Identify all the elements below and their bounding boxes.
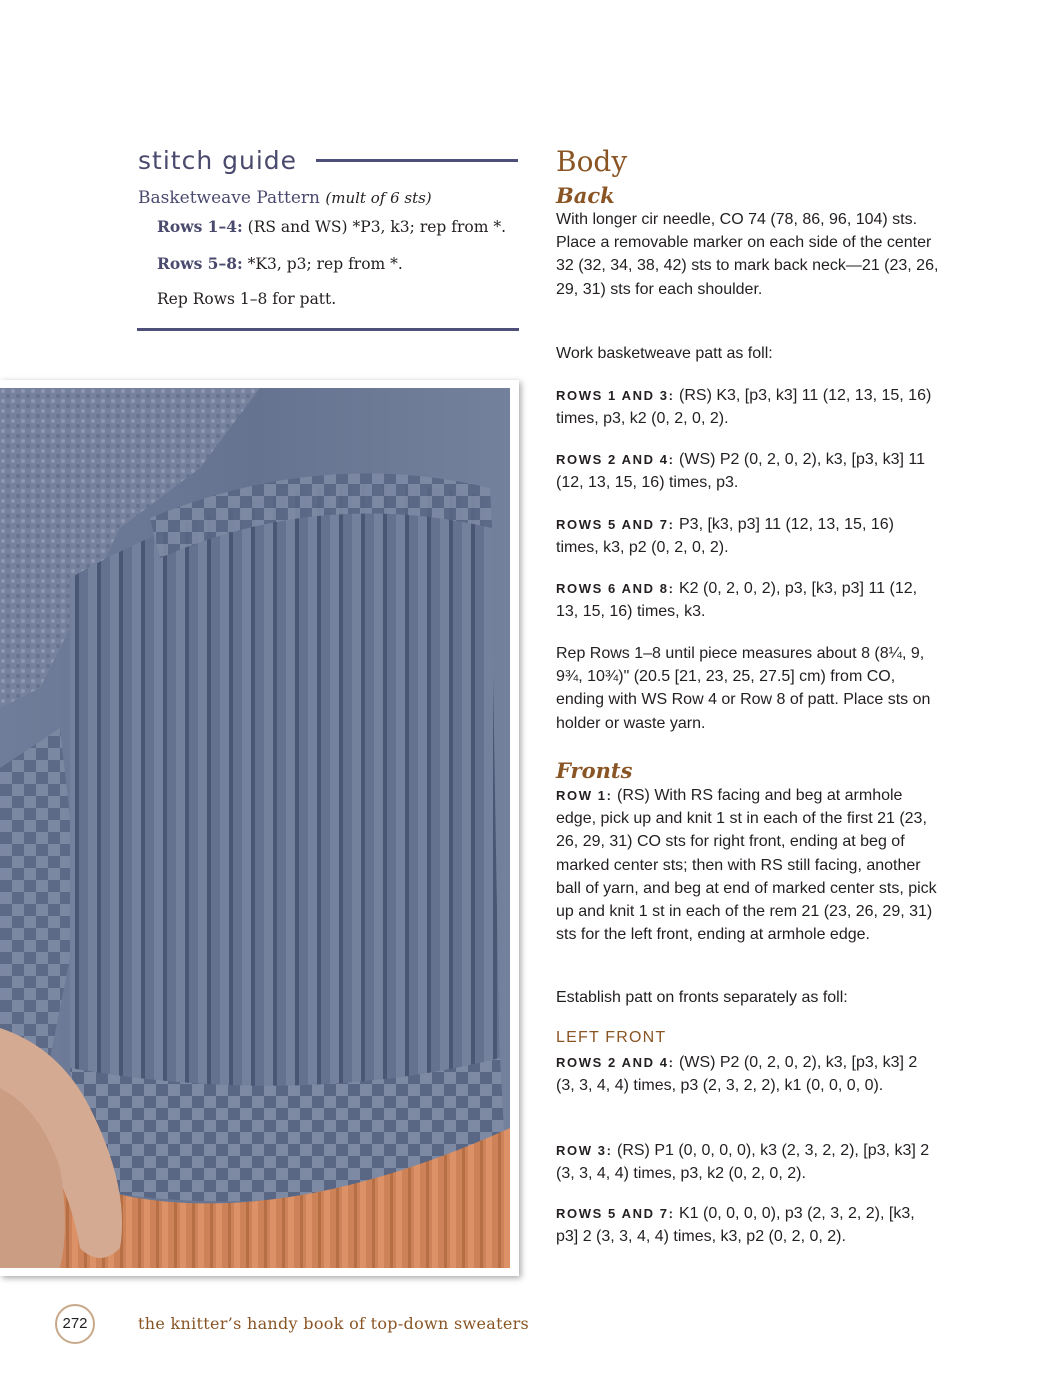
row-label: ROW 1:: [556, 788, 613, 803]
row-label: ROWS 2 AND 4:: [556, 452, 675, 467]
fronts-establish-text: Establish patt on fronts separately as foll:: [556, 989, 848, 1006]
row-text: Rep Rows 1–8 for patt.: [157, 290, 337, 308]
row-label: ROW 3:: [556, 1143, 613, 1158]
row-label: ROWS 6 AND 8:: [556, 581, 675, 596]
stitch-guide-row-1: [157, 216, 527, 238]
row-label: Rows 5–8:: [157, 254, 243, 273]
body-heading: Body: [556, 145, 628, 178]
basketweave-pattern-title: [138, 186, 518, 210]
stitch-guide-row-2: [157, 253, 527, 275]
stitch-guide-bottom-rule: [137, 328, 519, 331]
back-row-5-7: [556, 513, 940, 559]
row-text: (WS) P2 (0, 2, 0, 2), k3, [p3, k3] 2 (3, 3, 4, 4) times, p3 (2, 3, 2, 2), k1 (0, 0, 0, 0).: [556, 1054, 918, 1095]
book-title: the knitter’s handy book of top-down sweaters: [138, 1314, 530, 1333]
back-rep-text: Rep Rows 1–8 until piece measures about 8 (8¼, 9, 9¾, 10¾)" (20.5 [21, 23, 25, 27.5] cm) from CO, ending with WS Row 4 or Row 8 of patt. Place sts on holder or waste yarn.: [556, 645, 931, 732]
row-text: (RS) K3, [p3, k3] 11 (12, 13, 15, 16) times, p3, k2 (0, 2, 0, 2).: [556, 387, 932, 428]
stitch-guide-top-rule: [316, 159, 518, 162]
back-row-6-8: [556, 577, 940, 623]
basketweave-pattern-mult: (mult of 6 sts): [325, 189, 432, 207]
row-text: K1 (0, 0, 0, 0), p3 (2, 3, 2, 2), [k3, p3] 2 (3, 3, 4, 4) times, k3, p2 (0, 2, 0, 2).: [556, 1205, 915, 1246]
left-front-row-2-4: [556, 1051, 940, 1097]
page-number: 272: [62, 1315, 88, 1332]
row-text: (WS) P2 (0, 2, 0, 2), k3, [p3, k3] 11 (12, 13, 15, 16) times, p3.: [556, 451, 926, 492]
basketweave-pattern-name: Basketweave Pattern: [138, 188, 320, 208]
row-label: ROWS 2 AND 4:: [556, 1055, 675, 1070]
back-heading: Back: [556, 183, 615, 208]
row-text: (RS) P1 (0, 0, 0, 0), k3 (2, 3, 2, 2), [p3, k3] 2 (3, 3, 4, 4) times, p3, k2 (0, 2, 0, 2).: [556, 1142, 930, 1183]
row-label: ROWS 1 AND 3:: [556, 388, 675, 403]
stitch-guide-header: [138, 143, 518, 179]
row-label: ROWS 5 AND 7:: [556, 517, 675, 532]
row-label: ROWS 5 AND 7:: [556, 1206, 675, 1221]
back-work-text: Work basketweave patt as foll:: [556, 345, 773, 362]
row-text: K2 (0, 2, 0, 2), p3, [k3, p3] 11 (12, 13, 15, 16) times, k3.: [556, 580, 918, 621]
stitch-guide-title: stitch guide: [138, 143, 305, 179]
row-text: (RS) With RS facing and beg at armhole edge, pick up and knit 1 st in each of the first 21 (23, 26, 29, 31) CO sts for right front, ending at beg of marked center sts; then with RS still facing, another ball of yarn, and beg at end of marked center sts, pick up and knit 1 st in each of the rem 21 (23, 26, 29, 31) sts for the left front, ending at armhole edge.: [556, 787, 937, 944]
back-row-2-4: [556, 448, 940, 494]
sweater-illustration: [0, 388, 510, 1268]
fronts-row-1: [556, 784, 940, 946]
sweater-photo: [0, 388, 510, 1268]
row-label: Rows 1–4:: [157, 217, 243, 236]
left-front-row-5-7: [556, 1202, 940, 1248]
photo-frame: [0, 380, 519, 1276]
left-front-heading: LEFT FRONT: [556, 1029, 667, 1046]
row-text: (RS and WS) *P3, k3; rep from *.: [242, 218, 507, 236]
row-text: P3, [k3, p3] 11 (12, 13, 15, 16) times, k3, p2 (0, 2, 0, 2).: [556, 516, 894, 557]
back-row-1-3: [556, 384, 940, 430]
left-front-row-3: [556, 1139, 940, 1185]
stitch-guide-row-3: [157, 288, 527, 310]
fronts-heading: Fronts: [556, 758, 633, 783]
back-intro: With longer cir needle, CO 74 (78, 86, 96, 104) sts. Place a removable marker on each side of the center 32 (32, 34, 38, 42) sts to mark back neck—21 (23, 26, 29, 31) sts for each shoulder.: [556, 211, 939, 298]
row-text: *K3, p3; rep from *.: [242, 255, 403, 273]
